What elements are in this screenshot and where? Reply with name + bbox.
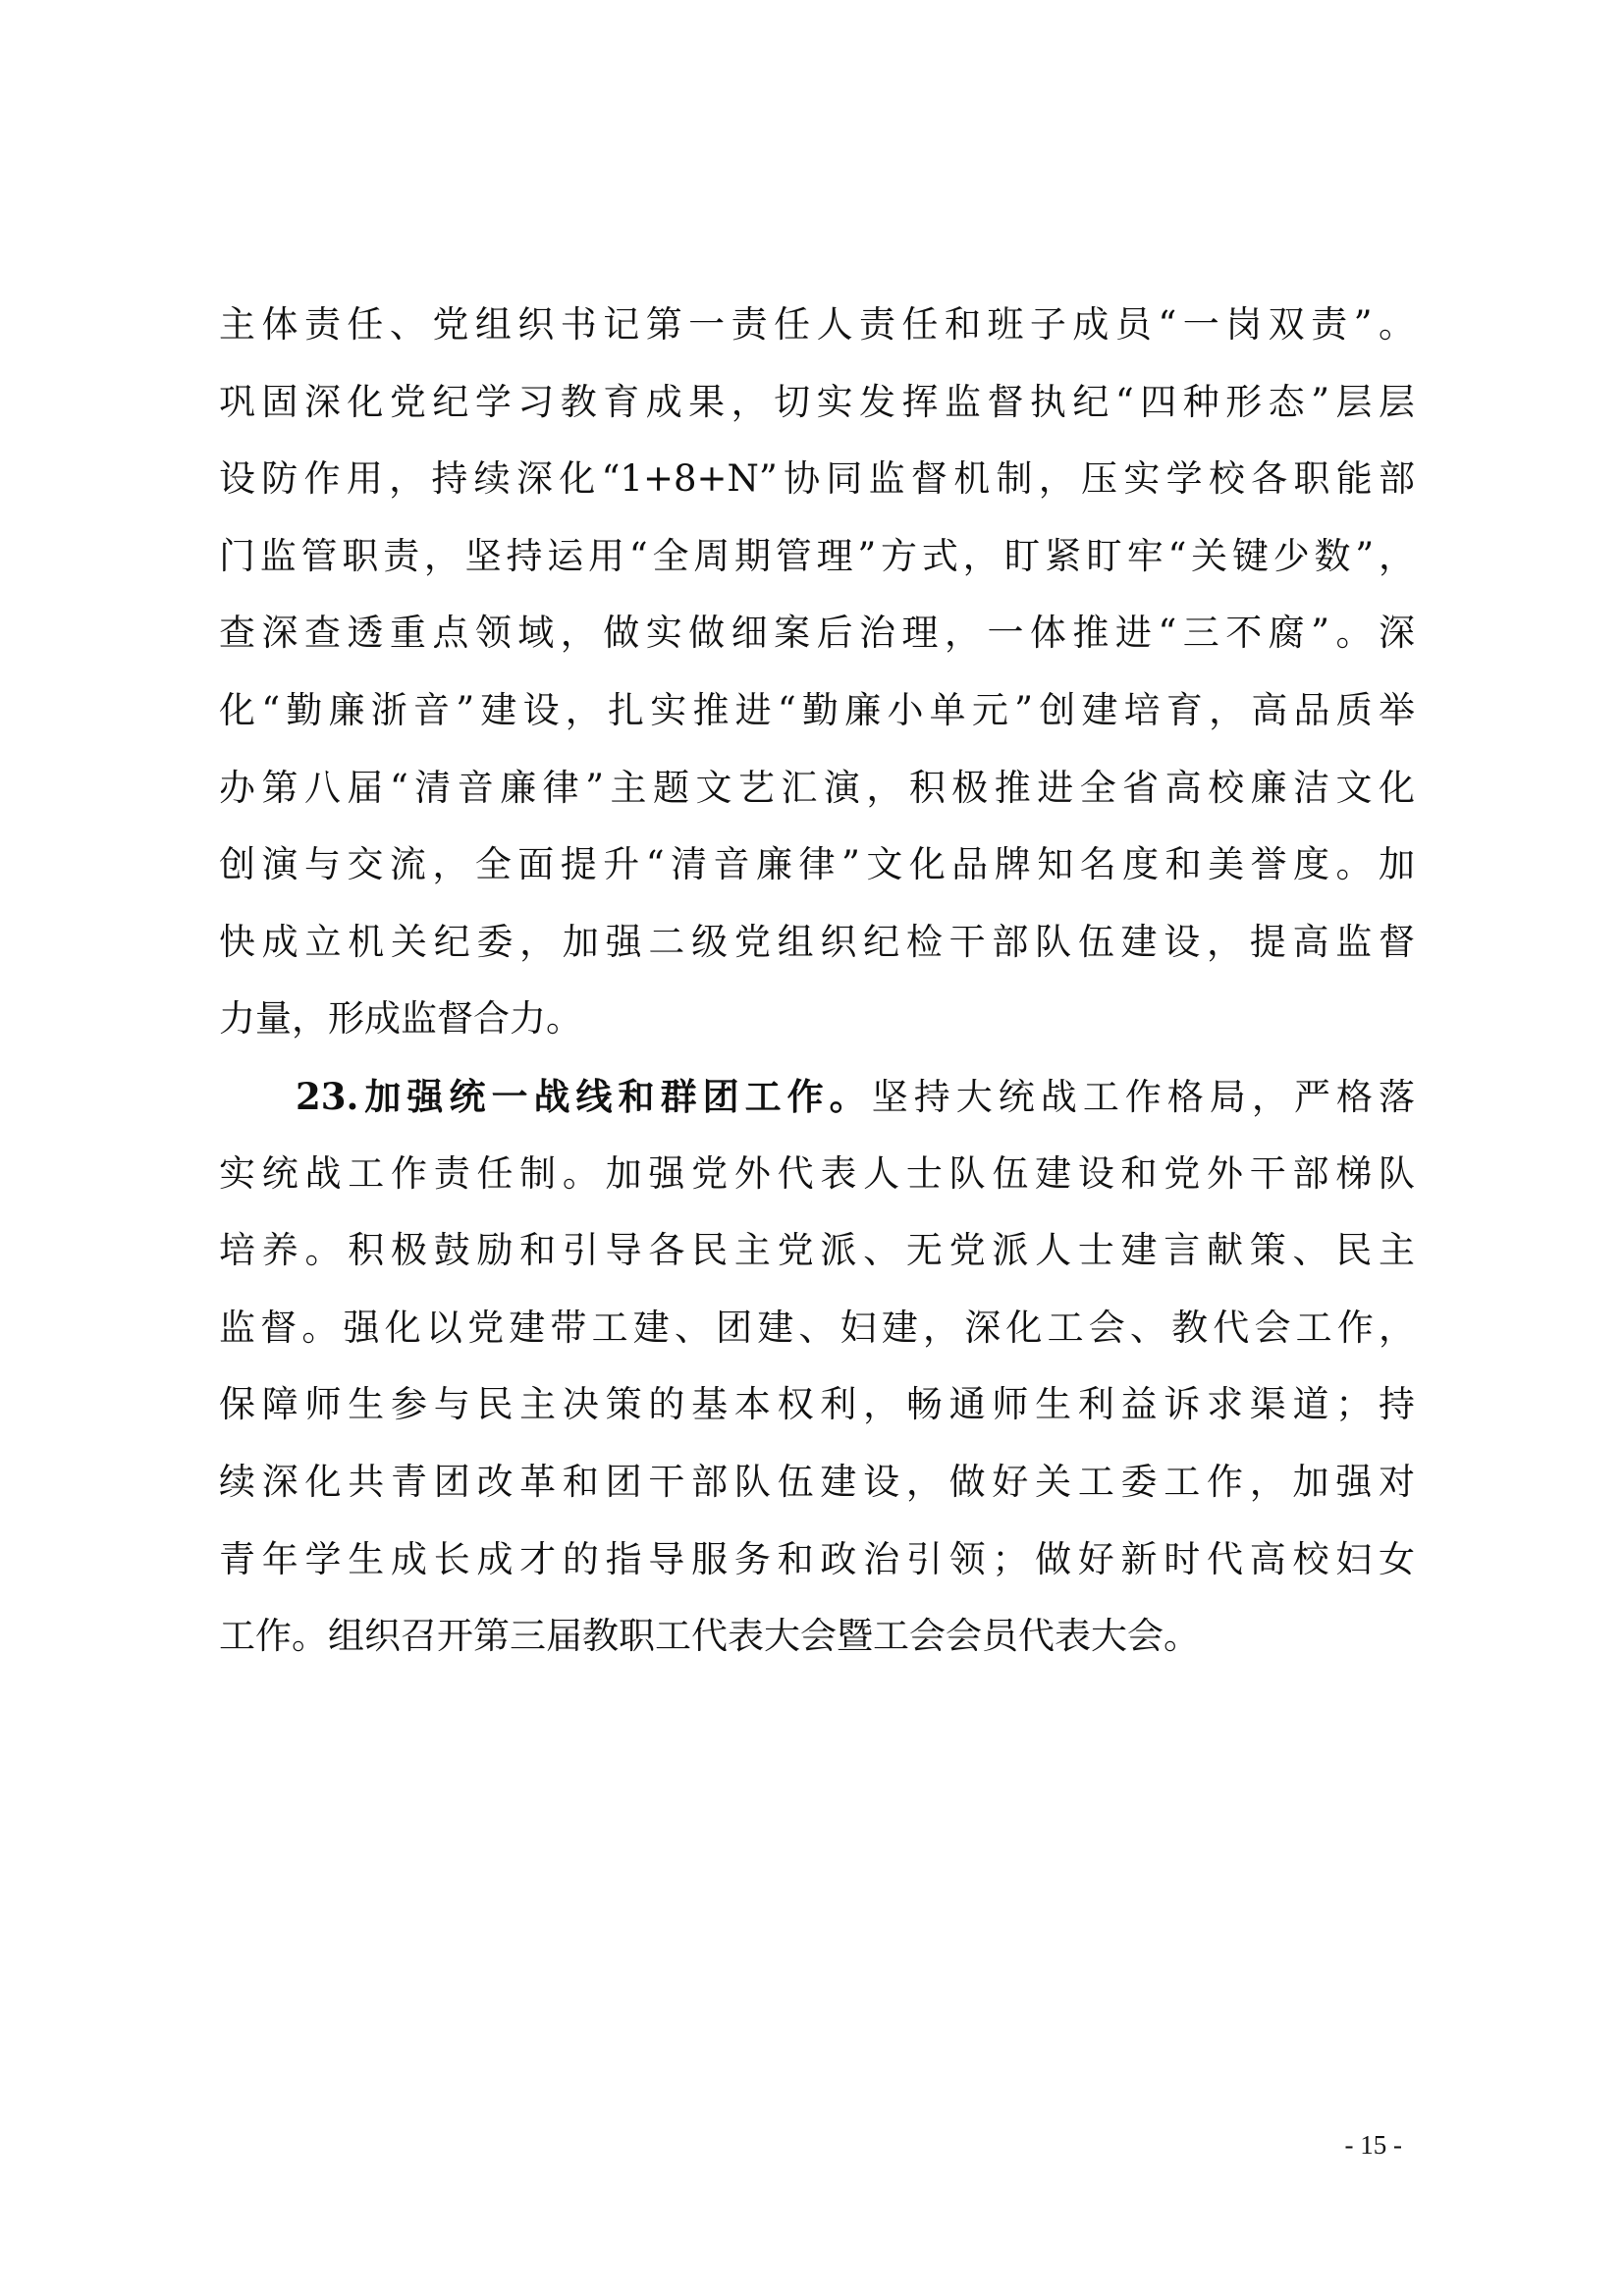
section-heading: 23.加强统一战线和群团工作。	[296, 1074, 872, 1118]
text-line: 力量，形成监督合力。	[219, 997, 582, 1041]
text-line: 快成立机关纪委，加强二级党组织纪检干部队伍建设，提高监督	[219, 920, 1415, 963]
paragraph-2	[219, 1058, 1415, 1676]
text-line: 工作。组织召开第三届教职工代表大会暨工会会员代表大会。	[219, 1615, 1200, 1658]
text-line: 续深化共青团改革和团干部队伍建设，做好关工委工作，加强对	[219, 1460, 1415, 1503]
text-line: 办第八届“清音廉律”主题文艺汇演，积极推进全省高校廉洁文化	[219, 766, 1415, 809]
text-line: 实统战工作责任制。加强党外代表人士队伍建设和党外干部梯队	[219, 1151, 1415, 1195]
text-line: 保障师生参与民主决策的基本权利，畅通师生利益诉求渠道；持	[219, 1383, 1415, 1426]
text-line: 监督。强化以党建带工建、团建、妇建，深化工会、教代会工作，	[219, 1306, 1415, 1349]
text-line: 门监管职责，坚持运用“全周期管理”方式，盯紧盯牢“关键少数”，	[219, 534, 1415, 577]
text-line: 化“勤廉浙音”建设，扎实推进“勤廉小单元”创建培育，高品质举	[219, 688, 1415, 731]
page-number: - 15 -	[1344, 2130, 1402, 2160]
paragraph-1	[219, 287, 1415, 1058]
text-line	[219, 1058, 1415, 1136]
heading-line-rest: 坚持大统战工作格局，严格落	[871, 1075, 1416, 1118]
text-line: 主体责任、党组织书记第一责任人责任和班子成员“一岗双责”。	[219, 303, 1415, 346]
text-line: 查深查透重点领域，做实做细案后治理，一体推进“三不腐”。深	[219, 612, 1415, 655]
text-line: 青年学生成长成才的指导服务和政治引领；做好新时代高校妇女	[219, 1537, 1415, 1580]
text-line: 巩固深化党纪学习教育成果，切实发挥监督执纪“四种形态”层层	[219, 380, 1415, 423]
text-line: 设防作用，持续深化“1+8+N”协同监督机制，压实学校各职能部	[219, 457, 1415, 501]
text-line: 培养。积极鼓励和引导各民主党派、无党派人士建言献策、民主	[219, 1229, 1415, 1272]
text-line: 创演与交流，全面提升“清音廉律”文化品牌知名度和美誉度。加	[219, 843, 1415, 886]
body-text	[219, 287, 1415, 1676]
